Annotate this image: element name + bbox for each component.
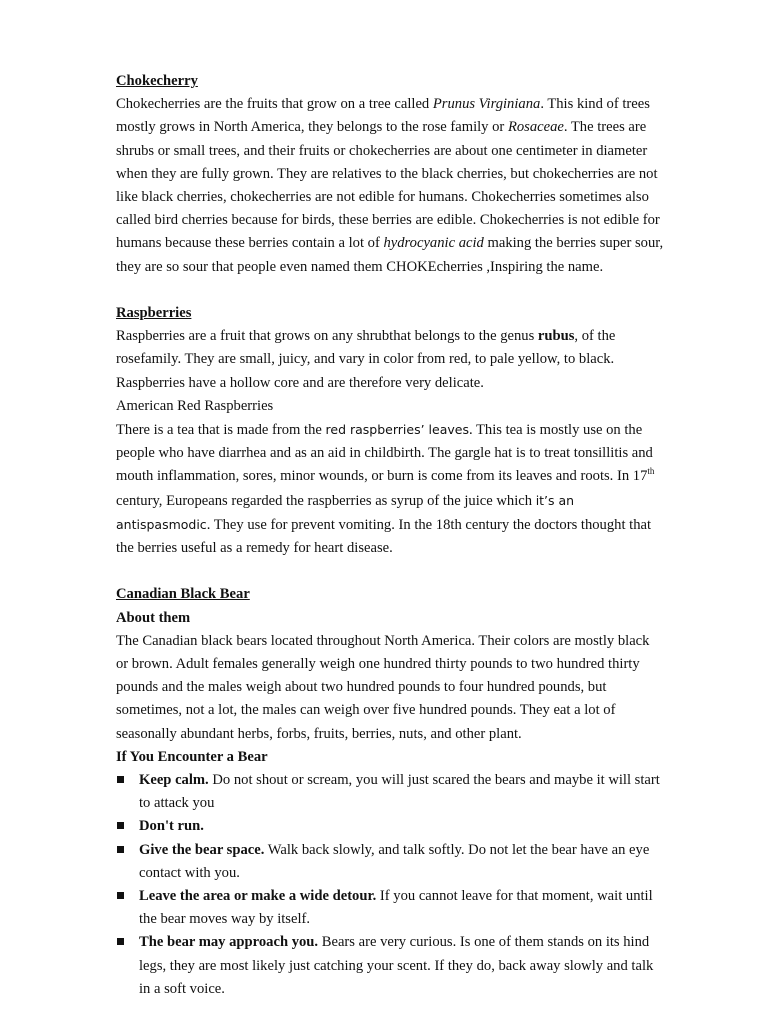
list-item (116, 769, 664, 815)
encounter-tips-list (116, 769, 664, 1001)
text-run: . They use for prevent vomiting. In the 18th century the doctors thought that the berries useful as a remedy for heart disease. (116, 516, 652, 557)
text-run: , of the rosefamily. They are small, juicy, and vary in color from red, to pale yellow, to black. Raspberries have a hollow core and are therefore very delicate. (116, 328, 616, 391)
bear-heading: Canadian Black Bear (116, 586, 250, 603)
chokecherry-heading: Chokecherry (116, 73, 198, 89)
bullet-square-icon (117, 822, 124, 829)
text-run: . The trees are shrubs or small trees, and their fruits or chokecherries are about one centimeter in diameter when they are fully grown. They are relatives to the black cherries, but chokecherries are not like black cherries, chokecherries are not edible for humans. Chokecherries sometimes also called bird cherries because for birds, these berries are edible. Chokecherries is not edible for humans because these berries contain a lot of (116, 119, 660, 252)
american-red-raspberries-subtitle: American Red Raspberries (116, 397, 274, 414)
about-bear-paragraph: The Canadian black bears located throughout North America. Their colors are mostly black or brown. Adult females generally weigh one hundred thirty pounds to two hundred thirty pounds and the males weigh about two hundred pounds to four hundred pounds, but sometimes, not a lot, the males can weigh over five hundred pounds. They eat a lot of seasonally abundant herbs, forbs, fruits, berries, nuts, and other plant. (116, 632, 650, 742)
rosaceae-term: Rosaceae (507, 119, 564, 136)
tip-title: Leave the area or make a wide detour. (139, 888, 377, 905)
raspberry-tea-paragraph (116, 418, 664, 560)
prunus-virginiana-term: Prunus Virginiana (432, 96, 541, 113)
section-spacer (116, 560, 664, 583)
raspberry-leaves-phrase: red raspberries’ leaves (325, 422, 469, 438)
tip-title: Keep calm. (139, 772, 209, 789)
text-run: Raspberries are a fruit that grows on any shrubthat belongs to the genus (116, 328, 538, 345)
bullet-square-icon (117, 846, 124, 853)
text-run: Chokecherries are the fruits that grow on a tree called (116, 96, 433, 113)
hydrocyanic-acid-term: hydrocyanic acid (383, 235, 484, 252)
antispasmodic-phrase: it’s an antispasmodic (116, 492, 575, 532)
bullet-square-icon (117, 776, 124, 783)
tip-text: Walk back slowly, and talk softly. Do not let the bear have an eye contact with you. (139, 841, 650, 881)
section-spacer (116, 279, 664, 302)
bullet-square-icon (117, 892, 124, 899)
text-run: . This tea is mostly use on the people who have diarrhea and as an aid in childbirth. The gargle hat is to treat tonsillitis and mouth inflammation, sores, minor wounds, or burn is come from its leaves and roots. In 17 (116, 422, 653, 485)
about-them-heading: About them (116, 609, 191, 626)
list-item (116, 885, 664, 931)
raspberries-heading: Raspberries (116, 305, 192, 322)
text-run: making the berries super sour, they are so sour that people even named them CHOKEcherries ,Inspiring the name. (116, 235, 664, 275)
tip-text: Bears are very curious. Is one of them stands on its hind legs, they are most likely just catching your scent. If they do, back away slowly and talk in a soft voice. (139, 934, 654, 997)
tip-title: Give the bear space. (139, 841, 265, 858)
text-run: There is a tea that is made from the (116, 422, 326, 439)
chokecherry-paragraph (116, 93, 664, 279)
bullet-square-icon (117, 938, 124, 945)
ordinal-superscript: th (647, 466, 655, 477)
tip-title: The bear may approach you. (139, 934, 319, 951)
raspberries-paragraph (116, 325, 664, 395)
text-run: century, Europeans regarded the raspberries as syrup of the juice which (116, 492, 536, 509)
list-item (116, 839, 664, 885)
text-run: . This kind of trees mostly grows in North America, they belongs to the rose family or (116, 96, 650, 136)
encounter-heading: If You Encounter a Bear (116, 748, 268, 765)
tip-text: Do not shout or scream, you will just scared the bears and maybe it will start to attack you (139, 772, 660, 812)
rubus-term: rubus (537, 328, 575, 345)
tip-text: If you cannot leave for that moment, wait until the bear moves way by itself. (139, 888, 653, 928)
list-item (116, 931, 664, 1001)
document-page (116, 70, 664, 1001)
tip-title: Don't run. (139, 818, 204, 835)
list-item (116, 815, 664, 838)
